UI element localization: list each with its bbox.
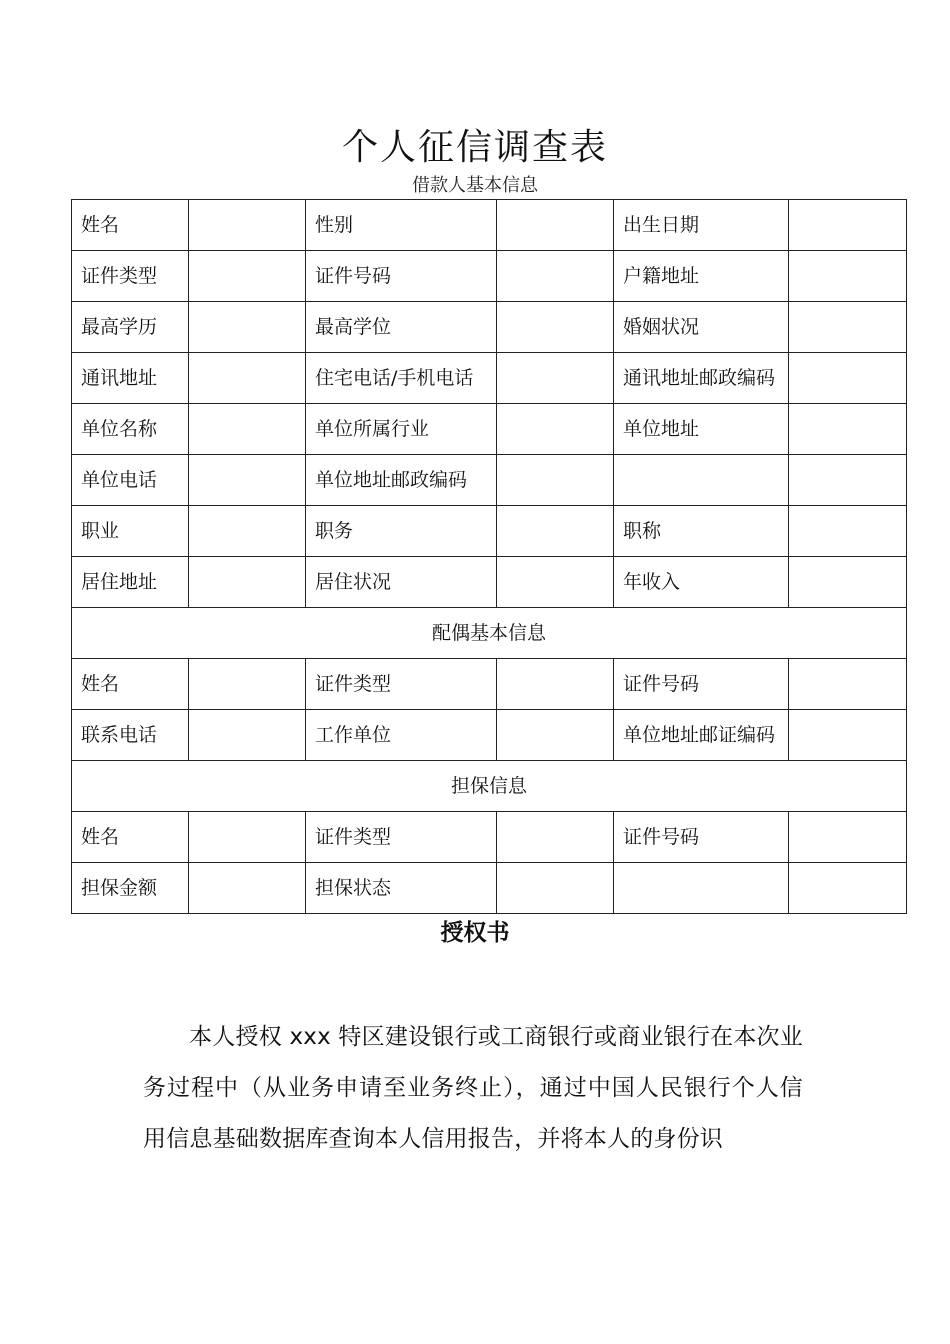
field-label: 姓名 bbox=[72, 200, 189, 251]
field-label: 联系电话 bbox=[72, 710, 189, 761]
field-label: 姓名 bbox=[72, 659, 189, 710]
field-value[interactable] bbox=[189, 353, 306, 404]
borrower-row bbox=[72, 302, 907, 353]
field-value[interactable] bbox=[789, 200, 907, 251]
field-label: 证件号码 bbox=[614, 812, 789, 863]
credit-survey-table bbox=[71, 199, 907, 914]
field-label: 职务 bbox=[306, 506, 497, 557]
field-value[interactable] bbox=[189, 710, 306, 761]
field-value[interactable] bbox=[189, 812, 306, 863]
spouse-section-header-row bbox=[72, 608, 907, 659]
field-label: 单位所属行业 bbox=[306, 404, 497, 455]
authorization-title: 授权书 bbox=[440, 920, 510, 946]
authorization-body: 本人授权 xxx 特区建设银行或工商银行或商业银行在本次业务过程中（从业务申请至业务终止），通过中国人民银行个人信用信息基础数据库查询本人信用报告，并将本人的身份识 bbox=[143, 1024, 803, 1152]
field-label: 居住地址 bbox=[72, 557, 189, 608]
field-value[interactable] bbox=[789, 251, 907, 302]
field-label: 单位地址邮政编码 bbox=[306, 455, 497, 506]
field-label: 证件类型 bbox=[306, 659, 497, 710]
field-value[interactable] bbox=[789, 353, 907, 404]
field-value[interactable] bbox=[189, 455, 306, 506]
field-label: 婚姻状况 bbox=[614, 302, 789, 353]
field-label: 证件号码 bbox=[614, 659, 789, 710]
field-label: 通讯地址 bbox=[72, 353, 189, 404]
field-value[interactable] bbox=[789, 404, 907, 455]
field-value[interactable] bbox=[497, 455, 614, 506]
field-label: 证件类型 bbox=[72, 251, 189, 302]
field-label bbox=[614, 863, 789, 914]
field-value[interactable] bbox=[497, 557, 614, 608]
field-value[interactable] bbox=[789, 863, 907, 914]
field-value[interactable] bbox=[189, 302, 306, 353]
field-value[interactable] bbox=[789, 557, 907, 608]
borrower-row bbox=[72, 506, 907, 557]
field-value[interactable] bbox=[189, 557, 306, 608]
field-value[interactable] bbox=[497, 710, 614, 761]
field-label: 住宅电话/手机电话 bbox=[306, 353, 497, 404]
borrower-row bbox=[72, 557, 907, 608]
field-value[interactable] bbox=[497, 200, 614, 251]
field-label: 单位电话 bbox=[72, 455, 189, 506]
field-value[interactable] bbox=[189, 506, 306, 557]
field-value[interactable] bbox=[189, 404, 306, 455]
borrower-row bbox=[72, 404, 907, 455]
field-value[interactable] bbox=[789, 455, 907, 506]
field-value[interactable] bbox=[497, 812, 614, 863]
field-label: 证件号码 bbox=[306, 251, 497, 302]
field-label bbox=[614, 455, 789, 506]
field-label: 担保金额 bbox=[72, 863, 189, 914]
field-value[interactable] bbox=[189, 200, 306, 251]
borrower-row bbox=[72, 200, 907, 251]
field-value[interactable] bbox=[497, 506, 614, 557]
field-label: 姓名 bbox=[72, 812, 189, 863]
field-label: 年收入 bbox=[614, 557, 789, 608]
borrower-section-title: 借款人基本信息 bbox=[412, 175, 538, 196]
guarantee-row bbox=[72, 812, 907, 863]
field-label: 户籍地址 bbox=[614, 251, 789, 302]
field-label: 最高学历 bbox=[72, 302, 189, 353]
borrower-row bbox=[72, 455, 907, 506]
spouse-row bbox=[72, 659, 907, 710]
field-label: 工作单位 bbox=[306, 710, 497, 761]
guarantee-row bbox=[72, 863, 907, 914]
field-label: 通讯地址邮政编码 bbox=[614, 353, 789, 404]
field-label: 职称 bbox=[614, 506, 789, 557]
field-label: 担保状态 bbox=[306, 863, 497, 914]
field-value[interactable] bbox=[497, 353, 614, 404]
spouse-section-header: 配偶基本信息 bbox=[72, 608, 907, 659]
field-label: 单位地址 bbox=[614, 404, 789, 455]
field-label: 单位地址邮证编码 bbox=[614, 710, 789, 761]
field-value[interactable] bbox=[497, 404, 614, 455]
field-value[interactable] bbox=[497, 659, 614, 710]
field-value[interactable] bbox=[789, 812, 907, 863]
field-value[interactable] bbox=[497, 251, 614, 302]
field-value[interactable] bbox=[189, 863, 306, 914]
field-value[interactable] bbox=[789, 659, 907, 710]
guarantee-section-header-row bbox=[72, 761, 907, 812]
field-label: 性别 bbox=[306, 200, 497, 251]
spouse-row bbox=[72, 710, 907, 761]
field-value[interactable] bbox=[497, 863, 614, 914]
field-label: 单位名称 bbox=[72, 404, 189, 455]
field-value[interactable] bbox=[189, 659, 306, 710]
field-label: 最高学位 bbox=[306, 302, 497, 353]
field-value[interactable] bbox=[789, 302, 907, 353]
borrower-row bbox=[72, 353, 907, 404]
field-label: 职业 bbox=[72, 506, 189, 557]
page-title: 个人征信调查表 bbox=[341, 127, 608, 168]
field-value[interactable] bbox=[789, 710, 907, 761]
field-label: 居住状况 bbox=[306, 557, 497, 608]
field-label: 证件类型 bbox=[306, 812, 497, 863]
field-value[interactable] bbox=[789, 506, 907, 557]
field-label: 出生日期 bbox=[614, 200, 789, 251]
guarantee-section-header: 担保信息 bbox=[72, 761, 907, 812]
field-value[interactable] bbox=[497, 302, 614, 353]
borrower-row bbox=[72, 251, 907, 302]
field-value[interactable] bbox=[189, 251, 306, 302]
